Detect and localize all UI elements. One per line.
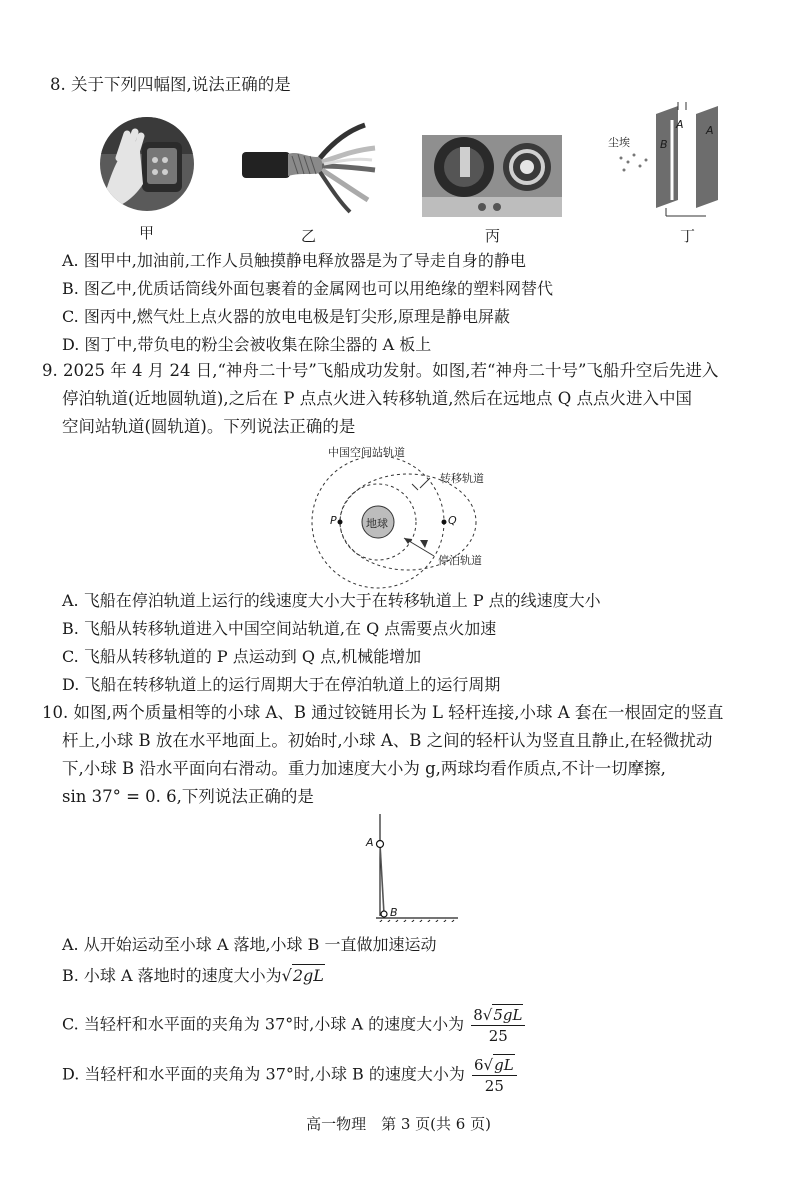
q10-option-c — [62, 1004, 525, 1046]
label-point-q: Q — [448, 514, 457, 527]
caption-jia: 甲 — [139, 224, 155, 242]
q10-option-c-fraction: $\frac{8√5gL}{25}$ — [471, 1004, 525, 1046]
q8-option-a: A. 图甲中,加油前,工作人员触摸静电释放器是为了导走自身的静电 — [62, 251, 526, 270]
q10-option-c-text: C. 当轻杆和水平面的夹角为 37°时,小球 A 的速度大小为 — [62, 1014, 465, 1034]
label-plate-b: B — [660, 138, 668, 151]
q10-option-c-root: 5gL — [493, 1006, 523, 1024]
fig-yi-cable — [240, 120, 380, 215]
label-plate-a2: A — [706, 124, 714, 137]
label-transfer-orbit: 转移轨道 — [440, 472, 484, 485]
q10-option-b-text: B. 小球 A 落地时的速度大小为 — [62, 966, 282, 985]
fig-bing-stove — [422, 135, 562, 217]
q9-option-d: D. 飞船在转移轨道上的运行周期大于在停泊轨道上的运行周期 — [62, 675, 501, 694]
q10-stem-line-3: 下,小球 B 沿水平面向右滑动。重力加速度大小为 g,两球均看作质点,不计一切摩擦, — [62, 759, 666, 778]
q10-option-d-text: D. 当轻杆和水平面的夹角为 37°时,小球 B 的速度大小为 — [62, 1064, 465, 1084]
q10-option-d-den: 25 — [484, 1077, 504, 1095]
label-station-orbit: 中国空间站轨道 — [328, 446, 405, 459]
label-ball-b: B — [390, 906, 398, 919]
q10-option-d — [62, 1054, 517, 1096]
q9-option-b: B. 飞船从转移轨道进入中国空间站轨道,在 Q 点需要点火加速 — [62, 619, 497, 638]
q9-stem-line-1: 9. 2025 年 4 月 24 日,“神舟二十号”飞船成功发射。如图,若“神舟二十号”飞船升空后先进入 — [42, 361, 719, 380]
q10-option-b-root: 2gL — [292, 966, 324, 985]
q9-stem-line-2: 停泊轨道(近地圆轨道),之后在 P 点点火进入转移轨道,然后在远地点 Q 点点火进入中国 — [62, 389, 692, 408]
fig-ding-precipitator — [606, 100, 736, 220]
caption-ding: 丁 — [680, 227, 696, 245]
page-footer: 高一物理 第 3 页(共 6 页) — [306, 1115, 491, 1133]
label-plate-a1: A — [676, 118, 684, 131]
caption-bing: 丙 — [485, 227, 501, 245]
q8-option-d: D. 图丁中,带负电的粉尘会被收集在除尘器的 A 板上 — [62, 335, 432, 354]
q10-stem-line-1: 10. 如图,两个质量相等的小球 A、B 通过铰链用长为 L 轻杆连接,小球 A 套在一根固定的竖直 — [42, 703, 724, 722]
rod-diagram — [362, 812, 462, 922]
label-ball-a: A — [366, 836, 374, 849]
q9-option-a: A. 飞船在停泊轨道上运行的线速度大小大于在转移轨道上 P 点的线速度大小 — [62, 591, 601, 610]
fig-jia-photo — [97, 114, 197, 214]
q10-option-d-coef: 6 — [474, 1056, 484, 1074]
q10-option-c-den: 25 — [488, 1027, 508, 1045]
q10-option-d-root: gL — [494, 1056, 514, 1074]
q9-option-c: C. 飞船从转移轨道的 P 点运动到 Q 点,机械能增加 — [62, 647, 422, 666]
label-dust: 尘埃 — [608, 136, 630, 149]
q8-stem: 8. 关于下列四幅图,说法正确的是 — [50, 75, 291, 94]
q10-option-d-fraction: $\frac{6√gL}{25}$ — [472, 1054, 517, 1096]
q10-stem-line-4: sin 37° = 0. 6,下列说法正确的是 — [62, 787, 314, 806]
q10-option-a: A. 从开始运动至小球 A 落地,小球 B 一直做加速运动 — [62, 935, 437, 954]
q10-stem-line-2: 杆上,小球 B 放在水平地面上。初始时,小球 A、B 之间的轻杆认为竖直且静止,在轻微扰动 — [62, 731, 713, 750]
q10-option-b: B. 小球 A 落地时的速度大小为√2gL — [62, 966, 324, 985]
label-point-p: P — [330, 514, 337, 527]
label-parking-orbit: 停泊轨道 — [438, 554, 482, 567]
caption-yi: 乙 — [301, 227, 317, 245]
label-earth: 地球 — [366, 517, 388, 530]
q9-stem-line-3: 空间站轨道(圆轨道)。下列说法正确的是 — [62, 417, 356, 436]
q8-option-c: C. 图丙中,燃气灶上点火器的放电电极是钉尖形,原理是静电屏蔽 — [62, 307, 511, 326]
orbit-diagram — [300, 440, 500, 590]
q8-option-b: B. 图乙中,优质话筒线外面包裹着的金属网也可以用绝缘的塑料网替代 — [62, 279, 554, 298]
q10-option-c-coef: 8 — [473, 1006, 483, 1024]
